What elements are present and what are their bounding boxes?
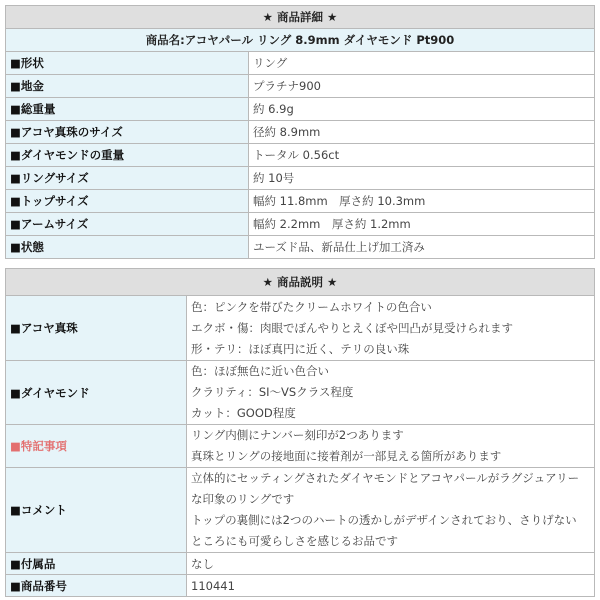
row-value: 約 6.9g	[249, 98, 595, 121]
accessories-label: ■付属品	[6, 553, 187, 575]
pearl-line: 形・テリ：ほぼ真円に近く、テリの良い珠	[191, 341, 410, 356]
description-header: ★ 商品説明 ★	[6, 269, 595, 296]
pearl-value	[187, 296, 595, 361]
accessories-value: なし	[187, 553, 595, 575]
table-row	[6, 167, 595, 190]
table-row	[6, 361, 595, 425]
row-value: リング	[249, 52, 595, 75]
comment-line: トップの裏側には2つのハートの透かしがデザインされており、さりげない	[191, 513, 577, 527]
pearl-line: 色：ピンクを帯びたクリームホワイトの色合い	[191, 299, 432, 314]
diamond-line: 色：ほぼ無色に近い色合い	[191, 364, 329, 378]
item-number-value: 110441	[187, 575, 595, 597]
table-row	[6, 75, 595, 98]
table-row	[6, 52, 595, 75]
table-row	[6, 425, 595, 468]
row-label: ■総重量	[6, 98, 249, 121]
notes-line: リング内側にナンバー刻印が2つあります	[191, 428, 404, 442]
product-description-table	[5, 268, 595, 597]
table-row	[6, 213, 595, 236]
row-label: ■ダイヤモンドの重量	[6, 144, 249, 167]
comment-value	[187, 468, 595, 553]
row-value: プラチナ900	[249, 75, 595, 98]
product-detail-table	[5, 5, 595, 259]
table-row	[6, 553, 595, 575]
notes-line: 真珠とリングの接地面に接着剤が一部見える箇所があります	[191, 449, 502, 463]
table-row	[6, 296, 595, 361]
row-value: 約 10号	[249, 167, 595, 190]
row-value: トータル 0.56ct	[249, 144, 595, 167]
pearl-label: ■アコヤ真珠	[6, 296, 187, 361]
notes-value	[187, 425, 595, 468]
row-label: ■状態	[6, 236, 249, 259]
pearl-line: エクボ・傷：肉眼でぼんやりとえくぼや凹凸が見受けられます	[191, 320, 513, 335]
detail-header: ★ 商品詳細 ★	[6, 6, 595, 29]
diamond-line: カット：GOOD程度	[191, 406, 296, 420]
table-row	[6, 144, 595, 167]
row-label: ■トップサイズ	[6, 190, 249, 213]
table-row	[6, 190, 595, 213]
row-label: ■地金	[6, 75, 249, 98]
row-label: ■リングサイズ	[6, 167, 249, 190]
item-number-label: ■商品番号	[6, 575, 187, 597]
table-row	[6, 236, 595, 259]
diamond-value	[187, 361, 595, 425]
comment-line: ところにも可愛らしさを感じるお品です	[191, 534, 398, 548]
row-value: 径約 8.9mm	[249, 121, 595, 144]
row-label: ■形状	[6, 52, 249, 75]
comment-label: ■コメント	[6, 468, 187, 553]
row-value: ユーズド品、新品仕上げ加工済み	[249, 236, 595, 259]
table-row	[6, 98, 595, 121]
comment-line: な印象のリングです	[191, 492, 295, 506]
row-value: 幅約 2.2mm 厚さ約 1.2mm	[249, 213, 595, 236]
row-value: 幅約 11.8mm 厚さ約 10.3mm	[249, 190, 595, 213]
row-label: ■アコヤ真珠のサイズ	[6, 121, 249, 144]
table-row	[6, 575, 595, 597]
product-name: 商品名:アコヤパール リング 8.9mm ダイヤモンド Pt900	[6, 29, 595, 52]
row-label: ■アームサイズ	[6, 213, 249, 236]
table-row	[6, 121, 595, 144]
diamond-line: クラリティ：SI～VSクラス程度	[191, 385, 354, 399]
diamond-label: ■ダイヤモンド	[6, 361, 187, 425]
table-row	[6, 468, 595, 553]
comment-line: 立体的にセッティングされたダイヤモンドとアコヤパールがラグジュアリー	[191, 471, 580, 485]
notes-label: ■特記事項	[6, 425, 187, 468]
